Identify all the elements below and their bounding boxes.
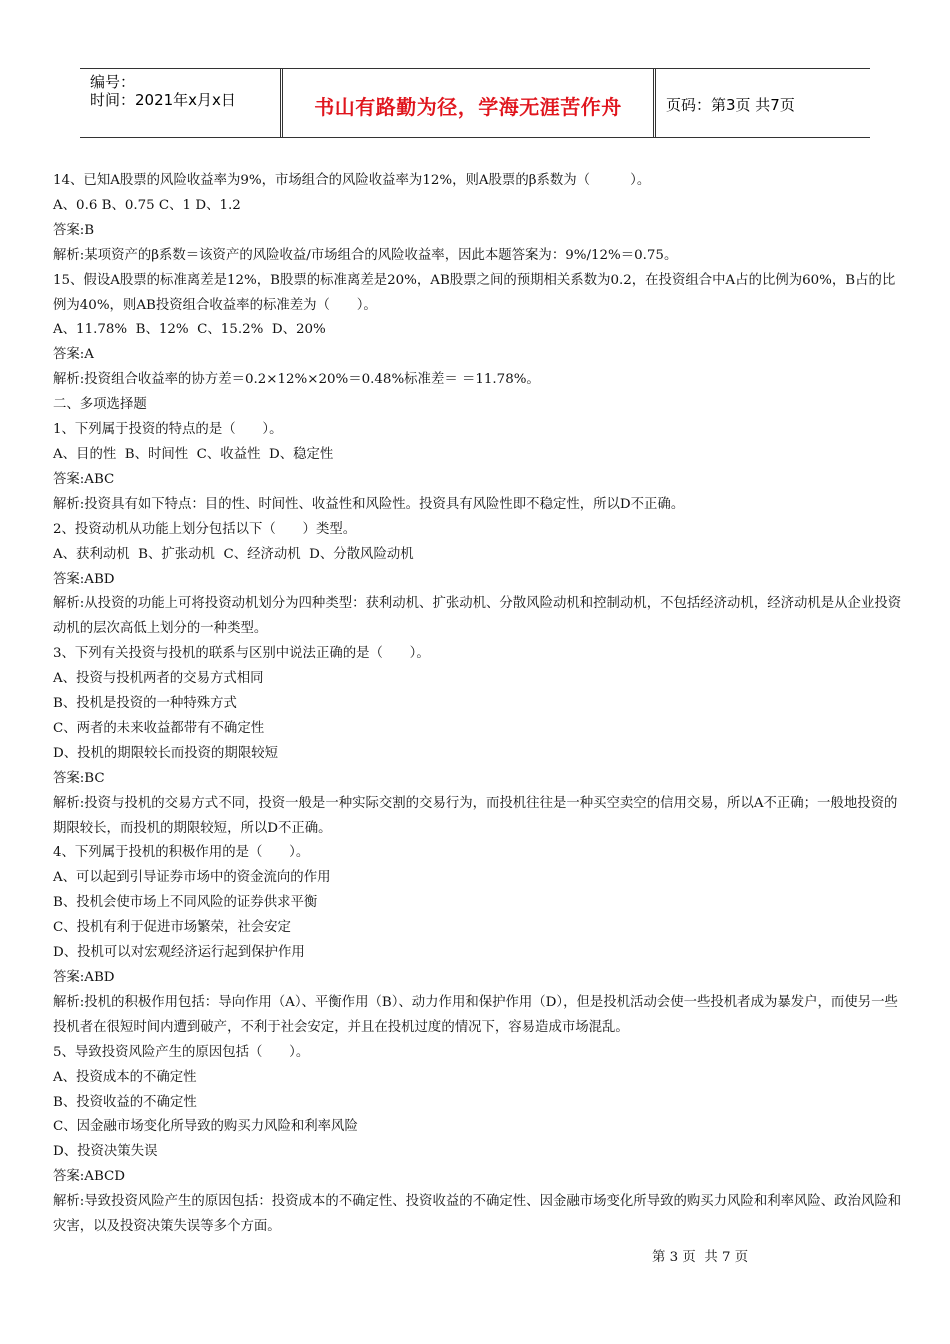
paragraph: 答案:A: [53, 347, 94, 363]
paragraph: A、投资成本的不确定性: [53, 1069, 197, 1085]
paragraph: 解析:导致投资风险产生的原因包括：投资成本的不确定性、投资收益的不确定性、因金融市场变化所导致的购买力风险和利率风险、政治风险和灾害，以及投资决策失误等多个方面。: [53, 1194, 902, 1235]
paragraph: A、11.78% B、12% C、15.2% D、20%: [53, 322, 326, 338]
header-page-cell: [655, 69, 871, 137]
header-motto-cell: [282, 69, 654, 137]
paragraph: 答案:ABC: [53, 471, 115, 487]
paragraph: 答案:B: [53, 222, 95, 238]
paragraph: 答案:ABD: [53, 970, 115, 985]
paragraph: 3、下列有关投资与投机的联系与区别中说法正确的是（ ）。: [53, 646, 430, 662]
document-body: [53, 169, 903, 1240]
paragraph: D、投机可以对宏观经济运行起到保护作用: [53, 945, 305, 961]
paragraph: 解析:投资具有如下特点：目的性、时间性、收益性和风险性。投资具有风险性即不稳定性，所以D不正确。: [53, 496, 685, 512]
paragraph: 解析:从投资的功能上可将投资动机划分为四种类型：获利动机、扩张动机、分散风险动机和控制动机，不包括经济动机，经济动机是从企业投资动机的层次高低上划分的一种类型。: [53, 596, 902, 637]
paragraph: 答案:BC: [53, 770, 105, 786]
paragraph: 二、多项选择题: [53, 397, 147, 413]
header-motto: 书山有路勤为径，学海无涯苦作舟: [314, 95, 622, 119]
header-page-code: 页码：第3页 共7页: [666, 96, 795, 114]
paragraph: 4、下列属于投机的积极作用的是（ ）。: [53, 845, 310, 861]
header-info-cell: [80, 69, 281, 137]
paragraph: A、0.6 B、0.75 C、1 D、1.2: [53, 197, 241, 213]
paragraph: 答案:ABD: [53, 571, 115, 587]
paragraph: 解析:投机的积极作用包括：导向作用（A）、平衡作用（B）、动力作用和保护作用（D），但是投机活动会使一些投机者成为暴发户，而使另一些投机者在很短时间内遭到破产，不利于社会安定，并且在投机过度的情况下，容易造成市场混乱。: [53, 994, 898, 1035]
paragraph: B、投资收益的不确定性: [53, 1094, 197, 1110]
page-footer: 第 3 页 共 7 页: [652, 1250, 749, 1265]
paragraph: A、投资与投机两者的交易方式相同: [53, 671, 264, 687]
paragraph: C、两者的未来收益都带有不确定性: [53, 720, 265, 736]
paragraph: A、目的性 B、时间性 C、收益性 D、稳定性: [53, 446, 334, 462]
paragraph: 14、已知A股票的风险收益率为9%，市场组合的风险收益率为12%，则A股票的β系数为（ ）。: [53, 173, 651, 188]
document-date-label: 时间：2021年x月x日: [90, 91, 236, 109]
page-header: [80, 68, 870, 138]
paragraph: 2、投资动机从功能上划分包括以下（ ）类型。: [53, 521, 357, 537]
paragraph: A、可以起到引导证券市场中的资金流向的作用: [53, 870, 331, 886]
paragraph: 解析:投资与投机的交易方式不同，投资一般是一种实际交割的交易行为，而投机往往是一种买空卖空的信用交易，所以A不正确；一般地投资的期限较长，而投机的期限较短，所以D不正确。: [53, 795, 898, 836]
paragraph: 15、假设A股票的标准离差是12%，B股票的标准离差是20%，AB股票之间的预期相关系数为0.2，在投资组合中A占的比例为60%，B占的比例为40%，则AB投资组合收益率的标准差为（ ）。: [53, 272, 896, 313]
paragraph: B、投机是投资的一种特殊方式: [53, 696, 237, 712]
document-number-label: 编号：: [90, 73, 136, 91]
paragraph: 5、导致投资风险产生的原因包括（ ）。: [53, 1044, 310, 1060]
paragraph: 1、下列属于投资的特点的是（ ）。: [53, 422, 283, 438]
paragraph: C、因金融市场变化所导致的购买力风险和利率风险: [53, 1119, 358, 1135]
paragraph: C、投机有利于促进市场繁荣，社会安定: [53, 920, 291, 936]
paragraph: 答案:ABCD: [53, 1169, 126, 1185]
paragraph: 解析:某项资产的β系数＝该资产的风险收益/市场组合的风险收益率，因此本题答案为：9%/12%＝0.75。: [53, 247, 678, 263]
paragraph: A、获利动机 B、扩张动机 C、经济动机 D、分散风险动机: [53, 546, 414, 562]
paragraph: D、投机的期限较长而投资的期限较短: [53, 745, 278, 761]
paragraph: B、投机会使市场上不同风险的证券供求平衡: [53, 895, 318, 911]
paragraph: D、投资决策失误: [53, 1144, 158, 1160]
paragraph: 解析:投资组合收益率的协方差＝0.2×12%×20%＝0.48%标准差＝ ＝11.78%。: [53, 372, 540, 388]
